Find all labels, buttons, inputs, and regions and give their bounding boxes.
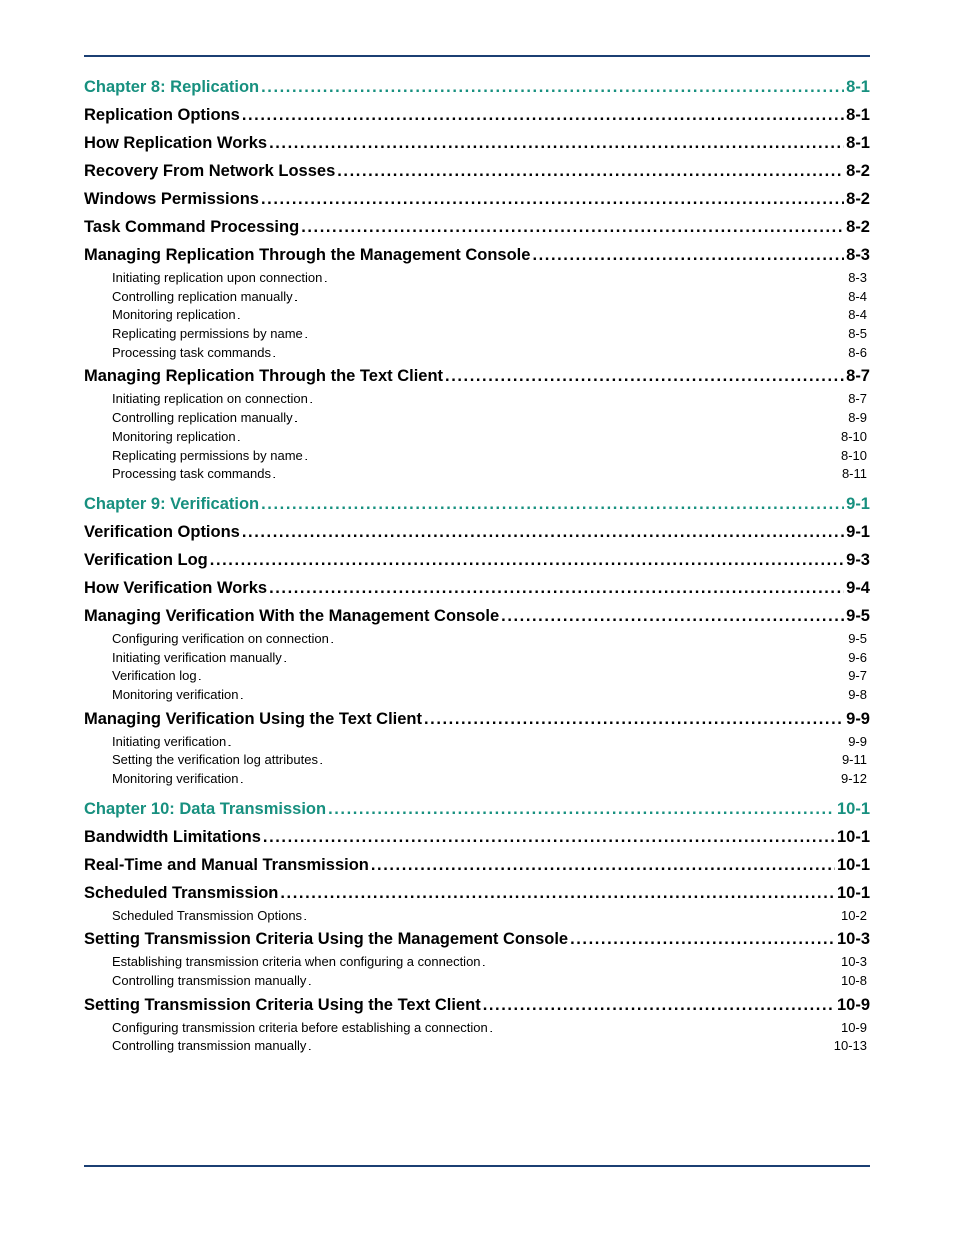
section-entry-title: Scheduled Transmission — [84, 883, 279, 902]
dot-leader — [301, 218, 844, 237]
subsection-entry[interactable] — [84, 270, 870, 289]
section-entry-title: Replication Options — [84, 106, 240, 124]
subsection-entry-title: Initiating verification manually — [112, 649, 282, 665]
section-entry[interactable] — [84, 106, 870, 130]
section-entry-page-number: 10-9 — [836, 995, 870, 1014]
section-entry[interactable] — [84, 162, 870, 186]
section-entry-page-number: 10-1 — [836, 827, 870, 846]
section-entry-title: Setting Transmission Criteria Using the Management Console — [84, 930, 569, 949]
dot-leader — [228, 734, 846, 749]
section-entry[interactable] — [84, 579, 870, 603]
subsection-entry-page-number: 9-11 — [841, 752, 867, 768]
subsection-entry-title: Monitoring replication — [112, 428, 236, 444]
section-entry[interactable] — [84, 523, 870, 547]
subsection-entry-page-number: 10-3 — [840, 954, 867, 970]
subsection-entry-title: Monitoring replication — [112, 307, 236, 323]
section-entry-title: Managing Verification Using the Text Client — [84, 709, 422, 728]
subsection-entry[interactable] — [84, 410, 870, 429]
dot-leader — [320, 752, 840, 767]
section-entry-title: Managing Verification With the Management Console — [84, 606, 500, 625]
dot-leader — [273, 345, 846, 360]
subsection-entry-page-number: 8-5 — [848, 326, 867, 342]
dot-leader — [242, 523, 844, 542]
subsection-entry-page-number: 8-9 — [848, 410, 867, 426]
subsection-entry[interactable] — [84, 326, 870, 345]
dot-leader — [483, 954, 839, 969]
subsection-entry-title: Replicating permissions by name — [112, 326, 303, 342]
subsection-entry-page-number: 10-9 — [840, 1019, 867, 1035]
subsection-entry[interactable] — [84, 687, 870, 706]
subsection-entry[interactable] — [84, 345, 870, 364]
subsection-entry-title: Scheduled Transmission Options — [112, 907, 303, 923]
subsection-entry-title: Configuring transmission criteria before establishing a connection — [112, 1019, 488, 1035]
section-entry-title: Managing Replication Through the Text Client — [84, 367, 444, 386]
section-entry[interactable] — [84, 190, 870, 214]
section-entry-page-number: 9-5 — [846, 606, 870, 625]
section-entry-title: Bandwidth Limitations — [84, 827, 261, 846]
subsection-entry[interactable] — [84, 734, 870, 753]
dot-leader — [199, 668, 847, 683]
dot-leader — [273, 466, 840, 481]
dot-leader — [308, 1038, 831, 1053]
subsection-entry-page-number: 8-7 — [848, 391, 867, 407]
section-entry-page-number: 9-3 — [846, 550, 870, 569]
dot-leader — [280, 884, 835, 903]
chapter-group — [84, 800, 870, 1057]
subsection-entry[interactable] — [84, 954, 870, 973]
chapter-entry-title: Chapter 8: Replication — [84, 78, 260, 96]
subsection-entry-page-number: 9-6 — [848, 649, 867, 665]
dot-leader — [328, 800, 835, 819]
dot-leader — [238, 429, 839, 444]
chapter-entry[interactable] — [84, 78, 870, 102]
subsection-entry[interactable] — [84, 289, 870, 308]
section-entry-title: Managing Replication Through the Management Console — [84, 246, 531, 264]
subsection-entry-page-number: 10-2 — [840, 907, 867, 923]
section-entry-page-number: 8-2 — [846, 218, 870, 236]
section-entry-title: Verification Options — [84, 522, 240, 541]
subsection-entry-title: Initiating replication upon connection — [112, 270, 323, 285]
chapter-group — [84, 78, 870, 485]
section-entry[interactable] — [84, 884, 870, 908]
chapter-entry-title: Chapter 9: Verification — [84, 494, 260, 513]
section-entry-page-number: 9-4 — [846, 578, 870, 597]
subsection-entry[interactable] — [84, 668, 870, 687]
subsection-entry-title: Controlling transmission manually — [112, 1038, 307, 1054]
subsection-entry-page-number: 10-8 — [840, 973, 867, 989]
subsection-entry-title: Initiating replication on connection — [112, 391, 308, 407]
subsection-entry-title: Replicating permissions by name — [112, 447, 303, 463]
subsection-entry-page-number: 8-4 — [848, 307, 867, 323]
section-entry-title: Windows Permissions — [84, 190, 259, 208]
section-entry[interactable] — [84, 710, 870, 734]
dot-leader — [371, 856, 835, 875]
section-entry-page-number: 8-1 — [846, 134, 870, 152]
section-entry[interactable] — [84, 607, 870, 631]
subsection-entry-page-number: 9-5 — [848, 630, 867, 646]
subsection-entry-title: Setting the verification log attributes — [112, 752, 318, 768]
dot-leader — [445, 367, 844, 386]
subsection-entry-page-number: 8-3 — [848, 270, 867, 285]
section-entry-title: Real-Time and Manual Transmission — [84, 855, 369, 874]
section-entry-title: How Verification Works — [84, 578, 268, 597]
section-entry-title: How Replication Works — [84, 134, 268, 152]
subsection-entry-page-number: 10-13 — [833, 1038, 867, 1054]
section-entry[interactable] — [84, 996, 870, 1020]
subsection-entry[interactable] — [84, 307, 870, 326]
subsection-entry-title: Controlling replication manually — [112, 410, 293, 426]
subsection-entry[interactable] — [84, 1038, 870, 1057]
section-entry-page-number: 8-3 — [846, 246, 870, 264]
subsection-entry-page-number: 9-12 — [840, 771, 867, 786]
subsection-entry-title: Controlling transmission manually — [112, 973, 307, 989]
subsection-entry[interactable] — [84, 448, 870, 467]
section-entry[interactable] — [84, 218, 870, 242]
dot-leader — [240, 687, 846, 702]
subsection-entry-title: Monitoring verification — [112, 686, 239, 702]
dot-leader — [310, 391, 846, 406]
dot-leader — [210, 551, 844, 570]
subsection-entry-page-number: 9-8 — [848, 686, 867, 702]
subsection-entry-title: Verification log — [112, 668, 197, 684]
dot-leader — [261, 190, 844, 209]
section-entry[interactable] — [84, 828, 870, 852]
dot-leader — [269, 134, 844, 153]
dot-leader — [324, 270, 846, 285]
section-entry-title: Verification Log — [84, 550, 208, 569]
dot-leader — [305, 448, 839, 463]
subsection-entry-title: Initiating verification — [112, 733, 227, 749]
dot-leader — [337, 162, 844, 181]
section-entry-page-number: 8-2 — [846, 190, 870, 208]
dot-leader — [261, 495, 844, 514]
dot-leader — [295, 410, 847, 425]
dot-leader — [284, 650, 846, 665]
dot-leader — [490, 1020, 839, 1035]
section-entry[interactable] — [84, 246, 870, 270]
dot-leader — [238, 307, 847, 322]
subsection-entry-page-number: 8-4 — [848, 288, 867, 304]
dot-leader — [570, 930, 835, 949]
dot-leader — [532, 246, 844, 265]
chapter-entry-title: Chapter 10: Data Transmission — [84, 799, 327, 818]
subsection-entry[interactable] — [84, 771, 870, 790]
chapter-entry[interactable] — [84, 495, 870, 519]
subsection-entry-page-number: 9-7 — [848, 668, 867, 684]
header-rule — [84, 55, 870, 57]
subsection-entry-page-number: 8-10 — [840, 428, 867, 444]
subsection-entry-page-number: 8-10 — [840, 447, 867, 463]
dot-leader — [308, 973, 839, 988]
dot-leader — [269, 579, 844, 598]
subsection-entry-title: Processing task commands — [112, 466, 271, 482]
dot-leader — [483, 996, 835, 1015]
section-entry-title: Task Command Processing — [84, 218, 300, 236]
subsection-entry-page-number: 8-6 — [848, 344, 867, 360]
section-entry-page-number: 10-1 — [836, 883, 870, 902]
subsection-entry-page-number: 8-11 — [841, 466, 867, 482]
section-entry-page-number: 9-9 — [846, 709, 870, 728]
section-entry[interactable] — [84, 551, 870, 575]
section-entry-page-number: 9-1 — [846, 522, 870, 541]
subsection-entry-title: Controlling replication manually — [112, 288, 293, 304]
section-entry[interactable] — [84, 367, 870, 391]
subsection-entry-page-number: 9-9 — [848, 733, 867, 749]
section-entry-page-number: 8-7 — [846, 367, 870, 386]
dot-leader — [242, 106, 844, 125]
section-entry-page-number: 8-1 — [846, 106, 870, 124]
subsection-entry[interactable] — [84, 466, 870, 485]
subsection-entry[interactable] — [84, 1020, 870, 1039]
section-entry-page-number: 10-3 — [836, 930, 870, 949]
subsection-entry-title: Configuring verification on connection — [112, 630, 329, 646]
subsection-entry-title: Monitoring verification — [112, 771, 239, 786]
section-entry-page-number: 10-1 — [836, 855, 870, 874]
section-entry[interactable] — [84, 856, 870, 880]
section-entry-title: Recovery From Network Losses — [84, 162, 336, 180]
dot-leader — [304, 908, 839, 923]
subsection-entry-title: Establishing transmission criteria when configuring a connection — [112, 954, 481, 970]
chapter-entry-page-number: 9-1 — [846, 494, 870, 513]
subsection-entry-title: Processing task commands — [112, 344, 271, 360]
subsection-entry[interactable] — [84, 973, 870, 992]
section-entry[interactable] — [84, 930, 870, 954]
dot-leader — [240, 771, 839, 786]
dot-leader — [501, 607, 844, 626]
section-entry[interactable] — [84, 134, 870, 158]
subsection-entry[interactable] — [84, 908, 870, 927]
chapter-entry-page-number: 10-1 — [836, 799, 870, 818]
subsection-entry[interactable] — [84, 631, 870, 650]
dot-leader — [424, 710, 844, 729]
section-entry-page-number: 8-2 — [846, 162, 870, 180]
dot-leader — [295, 289, 847, 304]
dot-leader — [305, 326, 846, 341]
dot-leader — [331, 631, 846, 646]
subsection-entry[interactable] — [84, 429, 870, 448]
section-entry-title: Setting Transmission Criteria Using the Text Client — [84, 995, 481, 1014]
table-of-contents — [84, 78, 870, 1067]
dot-leader — [261, 78, 844, 97]
chapter-entry[interactable] — [84, 800, 870, 824]
subsection-entry[interactable] — [84, 391, 870, 410]
subsection-entry[interactable] — [84, 752, 870, 771]
footer-rule — [84, 1165, 870, 1167]
subsection-entry[interactable] — [84, 650, 870, 669]
dot-leader — [263, 828, 835, 847]
chapter-entry-page-number: 8-1 — [846, 78, 870, 96]
chapter-group — [84, 495, 870, 790]
